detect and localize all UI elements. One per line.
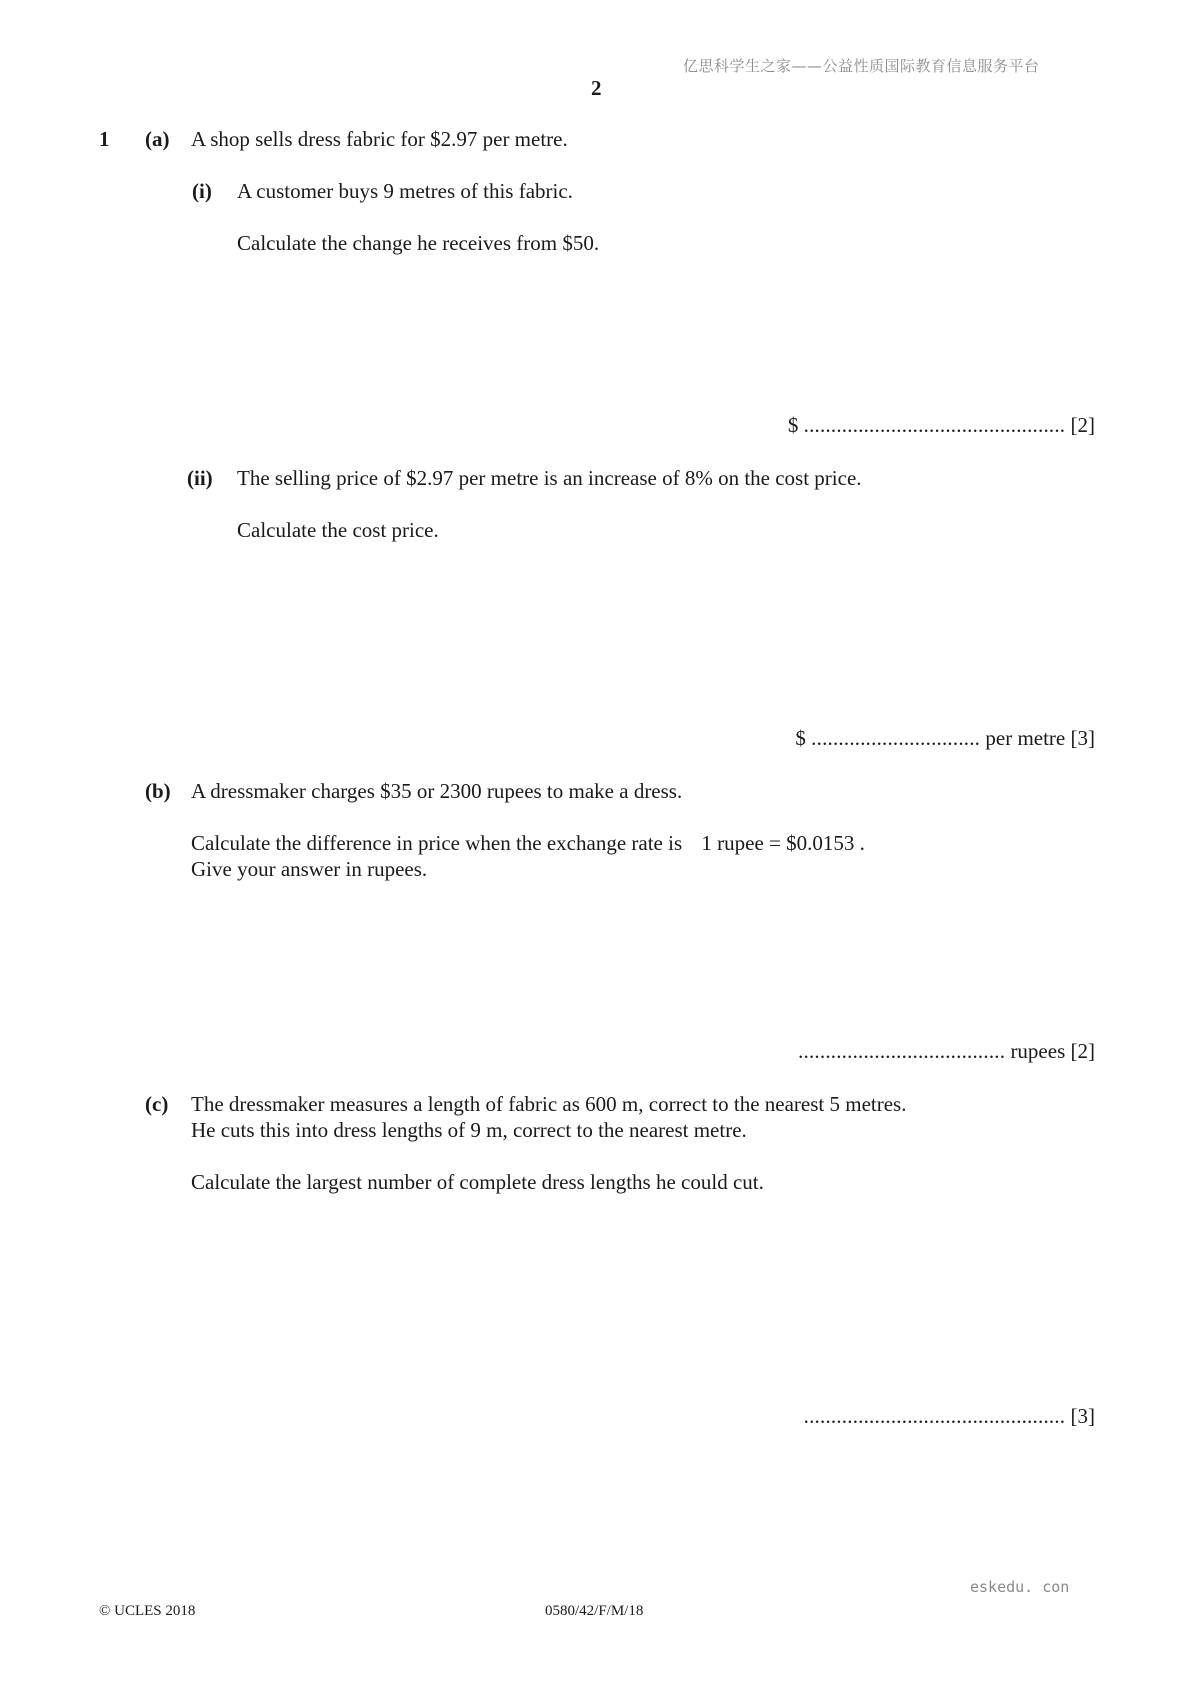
part-b-instruction-2: Give your answer in rupees. — [191, 857, 428, 881]
answer-prefix: $ — [787, 413, 799, 437]
footer-paper-code: 0580/42/F/M/18 — [545, 1603, 644, 1619]
answer-blank[interactable]: ............................... — [811, 726, 981, 750]
part-a-ii-answer-line — [795, 726, 1095, 751]
part-c-instruction: Calculate the largest number of complete dress lengths he could cut. — [191, 1170, 764, 1194]
marks: [3] — [1070, 726, 1095, 750]
part-a-i-text: A customer buys 9 metres of this fabric. — [237, 179, 573, 203]
header-watermark: 亿思科学生之家——公益性质国际教育信息服务平台 — [683, 57, 1040, 75]
answer-blank[interactable]: ...................................... — [798, 1039, 1006, 1063]
part-a-i-instruction: Calculate the change he receives from $50. — [237, 231, 600, 255]
part-a-ii-label: (ii) — [187, 466, 213, 490]
marks: [3] — [1070, 1404, 1095, 1428]
question-number: 1 — [99, 127, 110, 151]
part-a-i-answer-line — [788, 413, 1095, 438]
answer-unit: per metre — [985, 726, 1066, 750]
footer-copyright: © UCLES 2018 — [99, 1603, 196, 1619]
part-a-ii-text: The selling price of $2.97 per metre is an increase of 8% on the cost price. — [237, 466, 862, 490]
answer-unit: rupees — [1010, 1039, 1066, 1063]
part-b-text: A dressmaker charges $35 or 2300 rupees to make a dress. — [191, 779, 683, 803]
footer-watermark: eskedu. con — [970, 1578, 1070, 1596]
part-a-ii-instruction: Calculate the cost price. — [237, 518, 439, 542]
part-a-i-label: (i) — [192, 179, 212, 203]
part-b-label: (b) — [145, 779, 171, 803]
part-a-label: (a) — [145, 127, 170, 151]
part-c-label: (c) — [145, 1092, 169, 1116]
marks: [2] — [1070, 1039, 1095, 1063]
page-number: 2 — [591, 76, 602, 100]
part-b-instruction-text: Calculate the difference in price when the exchange rate is — [191, 831, 683, 855]
part-c-text-2: He cuts this into dress lengths of 9 m, correct to the nearest metre. — [191, 1118, 747, 1142]
exchange-rate: 1 rupee = $0.0153 . — [701, 831, 865, 855]
part-c-answer-line — [804, 1404, 1095, 1429]
part-b-answer-line — [798, 1039, 1095, 1064]
answer-prefix: $ — [795, 726, 806, 750]
part-c-text-1: The dressmaker measures a length of fabric as 600 m, correct to the nearest 5 metres. — [191, 1092, 907, 1116]
marks: [2] — [1070, 413, 1095, 437]
answer-blank[interactable]: ................................................ — [803, 413, 1066, 437]
part-b-instruction-1 — [191, 830, 865, 856]
answer-blank[interactable]: ................................................ — [803, 1404, 1066, 1428]
part-a-stem: A shop sells dress fabric for $2.97 per metre. — [191, 127, 568, 151]
